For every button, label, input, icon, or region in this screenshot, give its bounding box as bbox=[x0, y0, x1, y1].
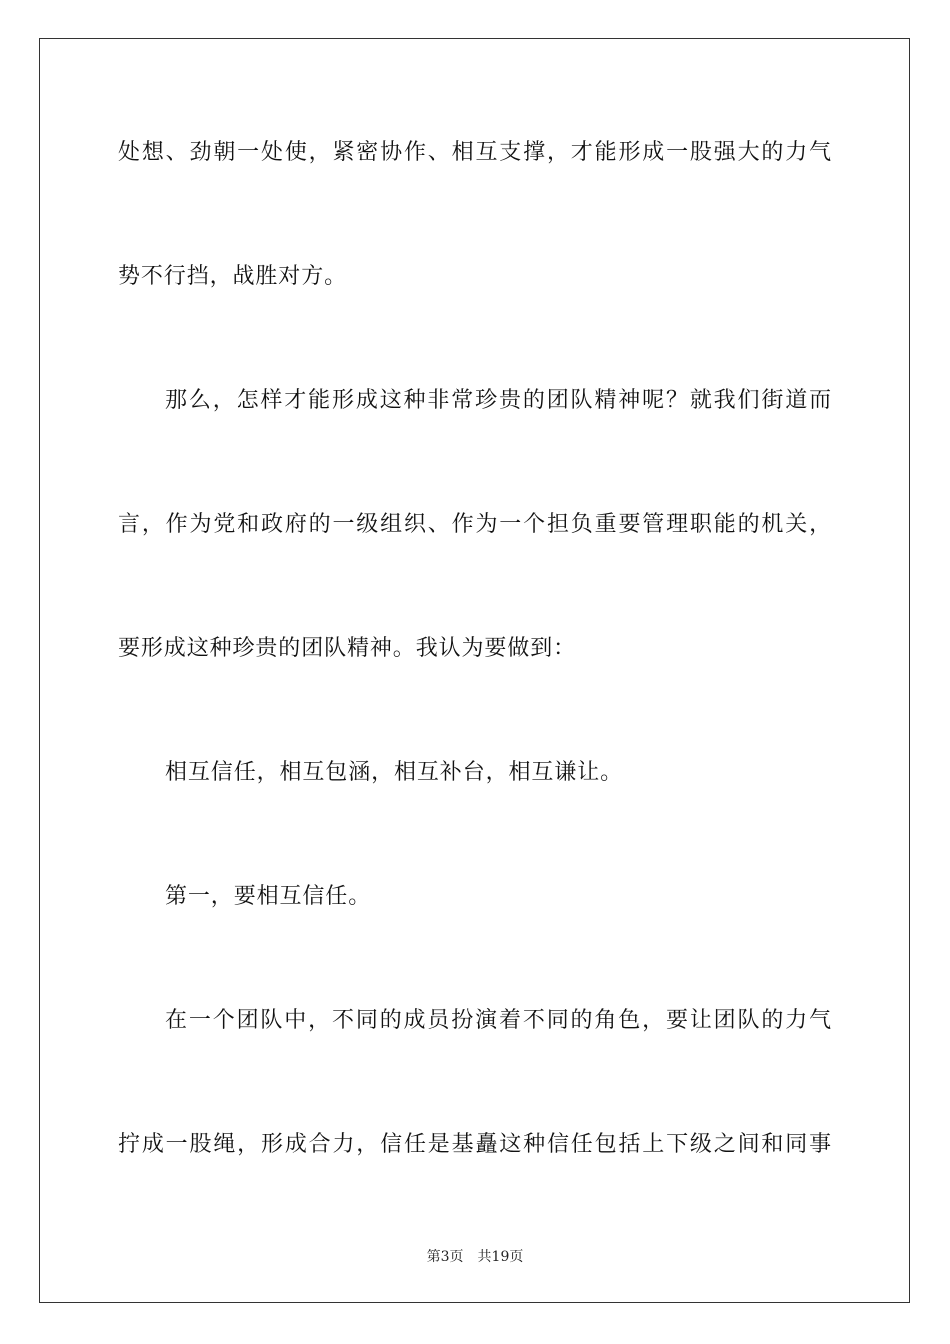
text-line-9: 拧成一股绳，形成合力，信任是基矗这种信任包括上下级之间和同事 bbox=[118, 1132, 832, 1157]
text-line-5: 要形成这种珍贵的团队精神。我认为要做到： bbox=[118, 636, 577, 661]
text-line-2: 势不行挡，战胜对方。 bbox=[118, 264, 348, 289]
text-line-7: 第一，要相互信任。 bbox=[165, 884, 372, 909]
page-number: 第3页 bbox=[426, 1249, 464, 1265]
page-frame bbox=[39, 38, 910, 1303]
text-line-8: 在一个团队中，不同的成员扮演着不同的角色，要让团队的力气 bbox=[165, 1008, 832, 1033]
page-footer bbox=[0, 1247, 950, 1267]
text-line-4: 言，作为党和政府的一级组织、作为一个担负重要管理职能的机关， bbox=[118, 512, 832, 537]
text-line-3: 那么，怎样才能形成这种非常珍贵的团队精神呢？就我们街道而 bbox=[165, 388, 832, 413]
text-line-1: 处想、劲朝一处使，紧密协作、相互支撑，才能形成一股强大的力气 bbox=[118, 140, 832, 165]
text-line-6: 相互信任，相互包涵，相互补台，相互谦让。 bbox=[165, 760, 624, 785]
total-pages: 共19页 bbox=[477, 1249, 524, 1265]
